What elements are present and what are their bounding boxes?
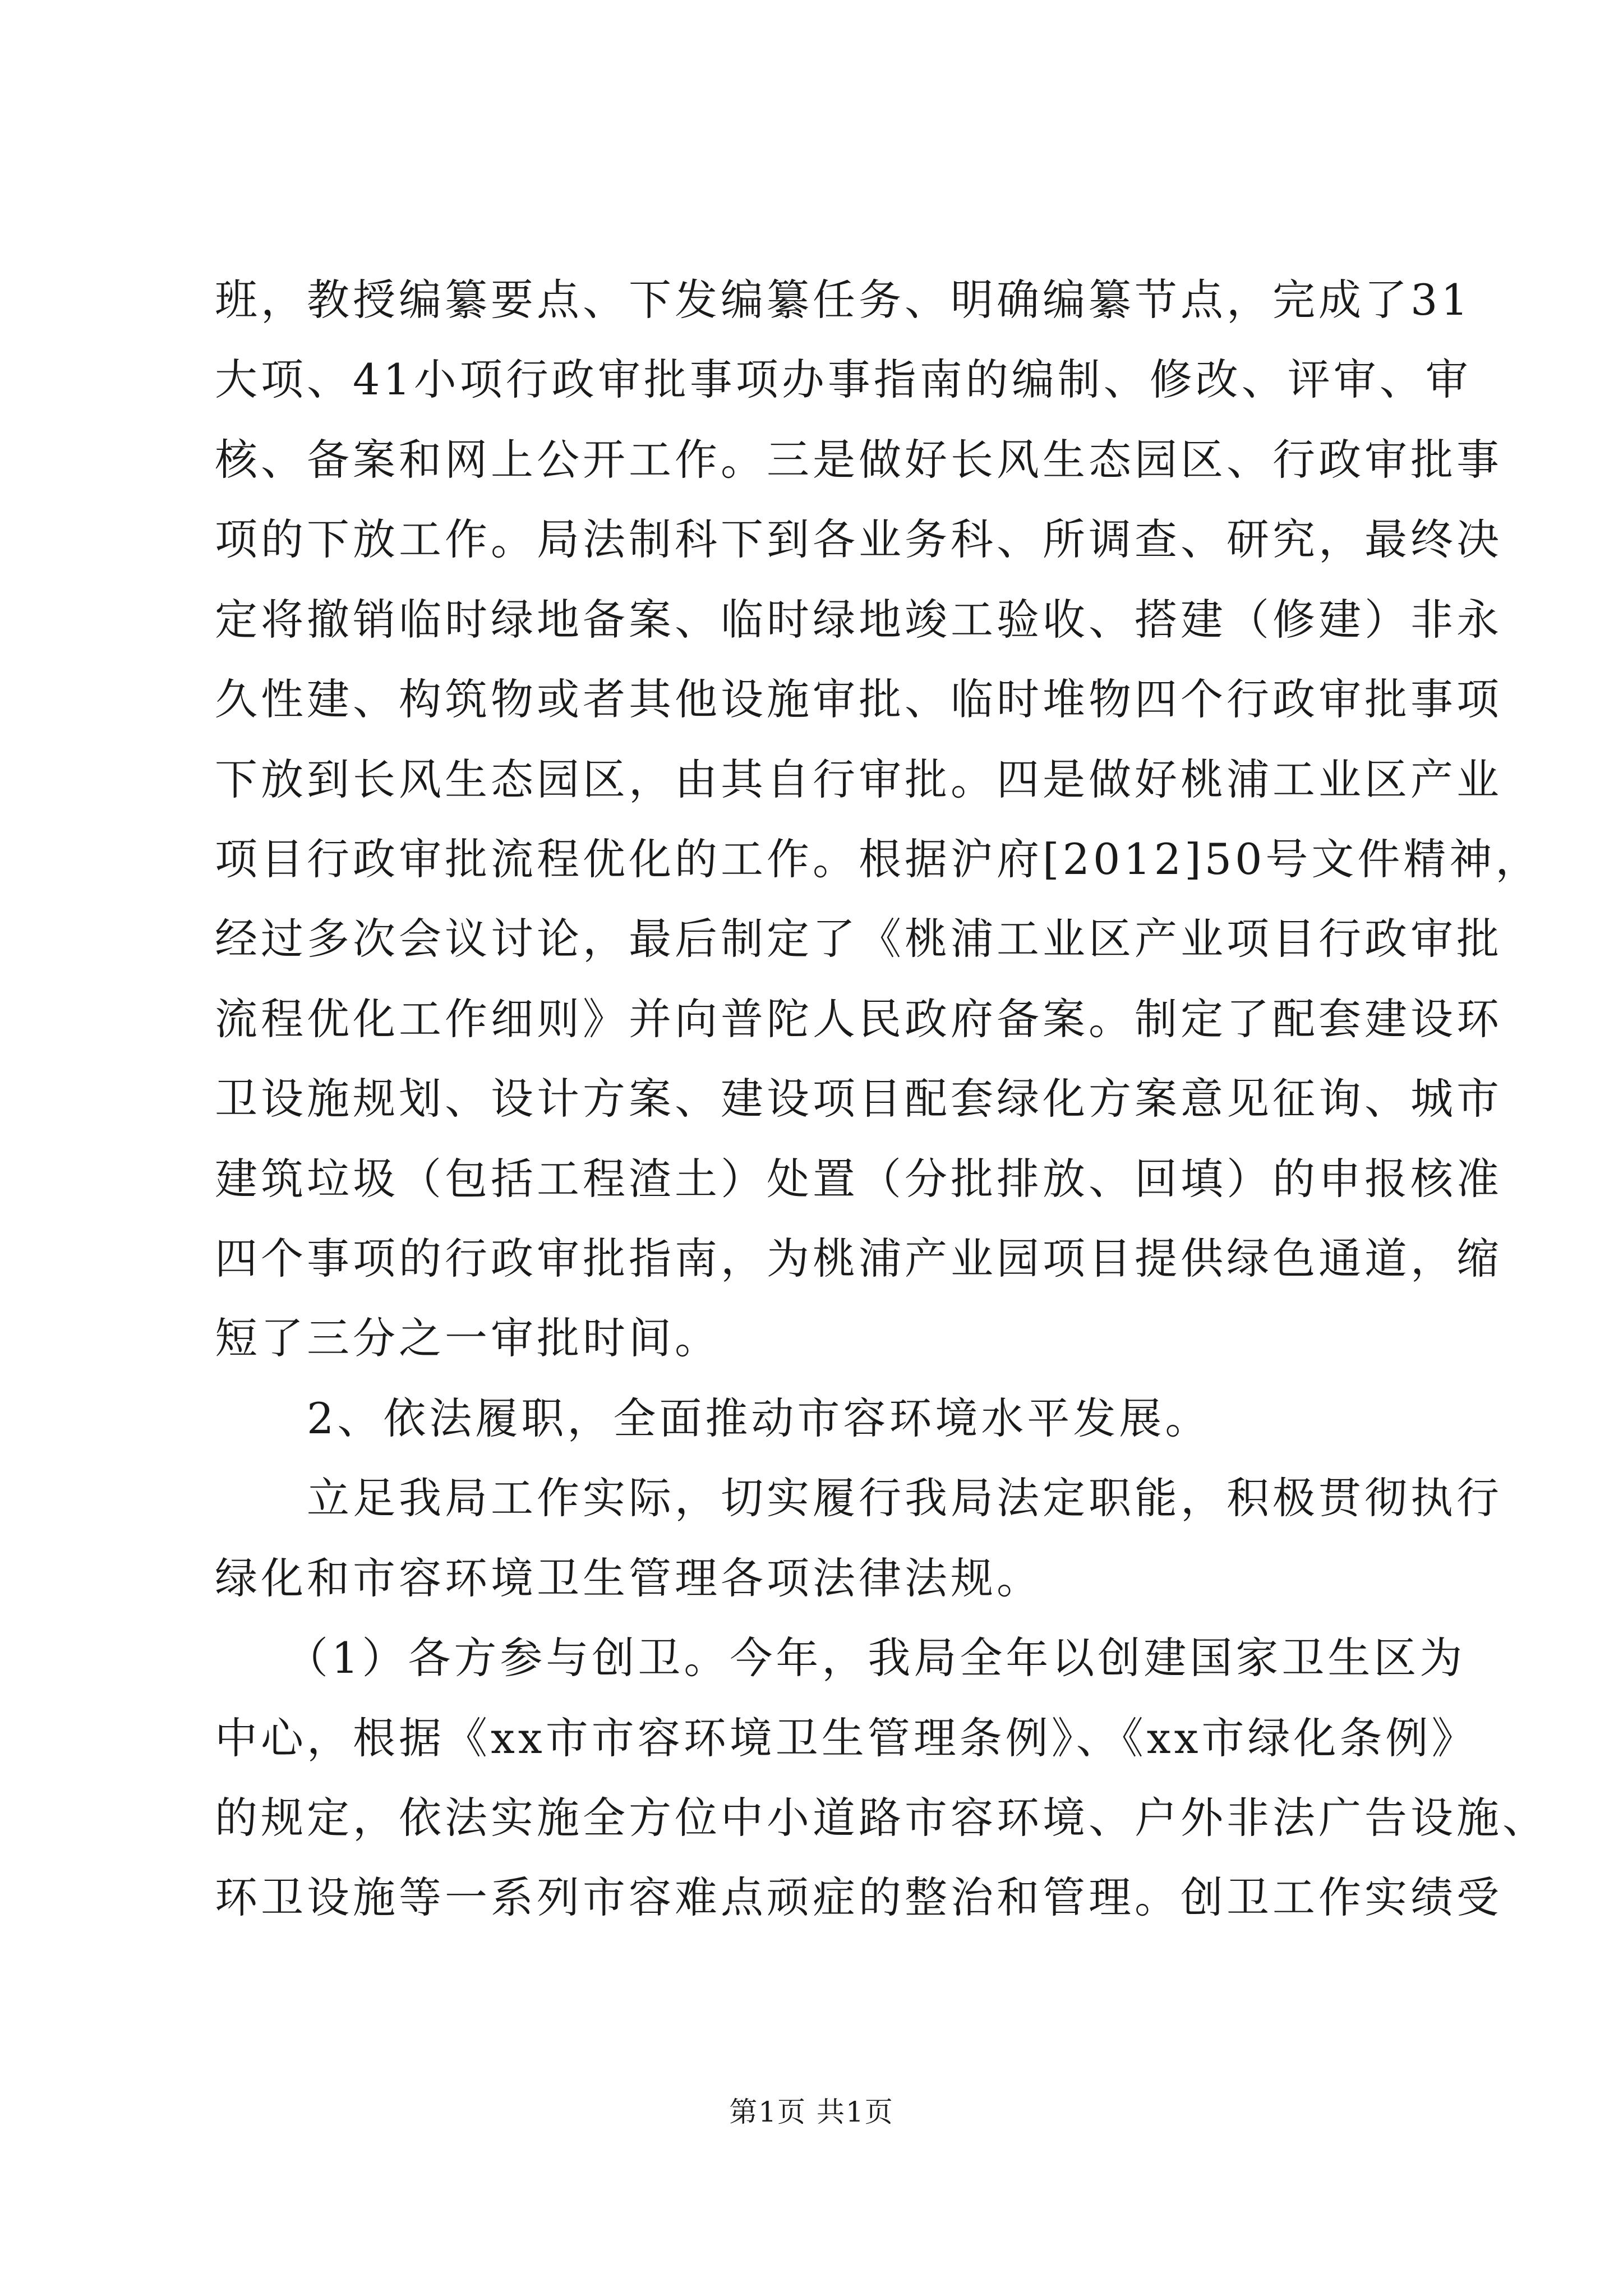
text-line: 的规定，依法实施全方位中小道路市容环境、户外非法广告设施、 [215, 1793, 1548, 1843]
text-line: 项目行政审批流程优化的工作。根据沪府[2012]50号文件精神， [215, 834, 1542, 884]
text-line: 核、备案和网上公开工作。三是做好长风生态园区、行政审批事 [215, 435, 1502, 485]
text-line: 定将撤销临时绿地备案、临时绿地竣工验收、搭建（修建）非永 [215, 595, 1502, 645]
text-line: 建筑垃圾（包括工程渣土）处置（分批排放、回填）的申报核准 [215, 1154, 1502, 1204]
text-line: 流程优化工作细则》并向普陀人民政府备案。制定了配套建设环 [215, 994, 1502, 1044]
text-line: 班，教授编纂要点、下发编纂任务、明确编纂节点，完成了31 [215, 275, 1472, 325]
page-footer: 第1页 共1页 [729, 2096, 894, 2128]
text-line: 经过多次会议讨论，最后制定了《桃浦工业区产业项目行政审批 [215, 914, 1502, 964]
text-line: 大项、41小项行政审批事项办事指南的编制、修改、评审、审 [215, 355, 1472, 404]
text-line: 短了三分之一审批时间。 [215, 1313, 721, 1363]
text-line: 立足我局工作实际，切实履行我局法定职能，积极贯彻执行 [215, 1473, 1502, 1523]
text-line: （1）各方参与创卫。今年，我局全年以创建国家卫生区为 [215, 1633, 1466, 1683]
text-line: 项的下放工作。局法制科下到各业务科、所调查、研究，最终决 [215, 514, 1502, 564]
text-line: 绿化和市容环境卫生管理各项法律法规。 [215, 1553, 1043, 1603]
text-line: 久性建、构筑物或者其他设施审批、临时堆物四个行政审批事项 [215, 674, 1502, 724]
section-heading: 2、依法履职，全面推动市容环境水平发展。 [215, 1393, 1211, 1443]
text-line: 下放到长风生态园区，由其自行审批。四是做好桃浦工业区产业 [215, 754, 1502, 804]
text-line: 中心，根据《xx市市容环境卫生管理条例》、《xx市绿化条例》 [215, 1713, 1478, 1763]
text-line: 环卫设施等一系列市容难点顽症的整治和管理。创卫工作实绩受 [215, 1872, 1502, 1922]
text-line: 卫设施规划、设计方案、建设项目配套绿化方案意见征询、城市 [215, 1074, 1502, 1124]
text-line: 四个事项的行政审批指南，为桃浦产业园项目提供绿色通道，缩 [215, 1234, 1502, 1283]
